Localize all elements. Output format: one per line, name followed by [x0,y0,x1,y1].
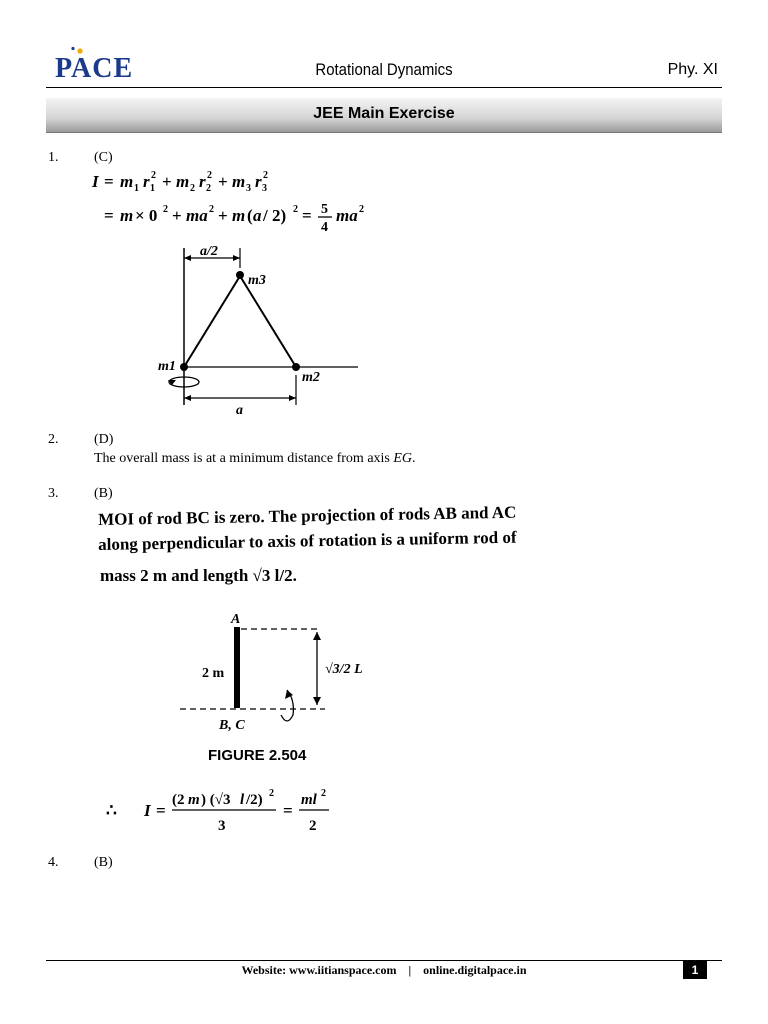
svg-text:m: m [232,172,246,191]
svg-text:3: 3 [218,818,226,834]
svg-text:A: A [231,612,241,627]
q1-figure [150,240,365,420]
footer-links [0,963,768,978]
svg-text:2: 2 [269,788,274,799]
q3-para-line2: along perpendicular to axis of rotation is a uniform rod of [98,527,517,554]
svg-text:2: 2 [151,170,156,181]
header-subject: Phy. XI [667,61,718,78]
q3-answer: (B) [94,486,113,501]
svg-text:2: 2 [293,204,298,215]
header-title: Rotational Dynamics [315,60,453,79]
svg-text:2: 2 [190,183,195,194]
q3-number: 3. [48,486,59,501]
q2-answer: (D) [94,432,114,447]
banner-title: JEE Main Exercise [313,105,455,122]
svg-text:m: m [120,172,134,191]
svg-text:∴: ∴ [106,801,117,820]
svg-text:/ 2): / 2) [263,206,287,225]
q1-mass-m1 [180,363,188,371]
q1-number: 1. [48,150,59,165]
q3-figure [175,605,385,745]
header-divider [46,87,722,88]
page-number-badge: 1 [683,961,707,979]
svg-text:m: m [120,206,134,225]
svg-text:ma: ma [336,206,358,225]
svg-text:1: 1 [150,183,155,194]
svg-text:m3: m3 [248,273,266,288]
svg-text:=: = [104,172,114,191]
svg-text:2: 2 [209,204,214,215]
svg-text:r: r [143,172,150,191]
svg-text:I: I [144,801,151,820]
q3-figure-caption: FIGURE 2.504 [208,747,307,764]
svg-text:=: = [156,801,166,820]
svg-text:I: I [92,172,99,191]
svg-text:B, C: B, C [219,718,245,733]
svg-text:2: 2 [207,170,212,181]
footer-divider [46,960,722,961]
footer-website-link[interactable]: Website: www.iitianspace.com [241,963,397,977]
logo-text: PACE [55,53,134,80]
svg-text:m: m [176,172,190,191]
q3-result [100,780,360,840]
q1-mass-m3 [236,271,244,279]
svg-text:=: = [283,801,293,820]
svg-text:m: m [188,792,200,808]
svg-text:√3/2 L: √3/2 L [325,662,363,677]
svg-text:m1: m1 [158,359,176,374]
svg-text:m: m [232,206,246,225]
svg-text:4: 4 [321,220,328,235]
svg-text:ma: ma [186,206,208,225]
svg-text:2: 2 [163,204,168,215]
q4-number: 4. [48,855,59,870]
svg-text:r: r [199,172,206,191]
q1-mass-m2 [292,363,300,371]
q1-label-half-a: a/2 [200,244,218,259]
q2-number: 2. [48,432,59,447]
svg-text:+: + [218,172,228,191]
svg-text:a: a [236,403,243,418]
footer-separator: | [408,963,412,977]
svg-text:a: a [253,206,262,225]
svg-text:2: 2 [263,170,268,181]
svg-text:× 0: × 0 [135,206,158,225]
svg-text:(2: (2 [172,792,185,808]
svg-text:=: = [104,206,114,225]
q2-explanation: The overall mass is at a minimum distance from axis EG. [94,451,416,466]
svg-text:2: 2 [359,204,364,215]
svg-text:=: = [302,206,312,225]
section-banner [46,98,722,133]
q3-para-line1: MOI of rod BC is zero. The projection of rods AB and AC [98,502,517,529]
q1-answer: (C) [94,150,113,165]
svg-text:) (√3: ) (√3 [201,792,231,808]
svg-text:(: ( [247,206,253,225]
q4-answer: (B) [94,855,113,870]
svg-text:2: 2 [206,183,211,194]
footer-online-link[interactable]: online.digitalpace.in [423,963,527,977]
svg-text:/2): /2) [246,792,263,808]
svg-text:3: 3 [246,183,251,194]
svg-text:m2: m2 [302,370,320,385]
q1-equations [90,165,390,235]
svg-text:+: + [172,206,182,225]
svg-text:+: + [218,206,228,225]
svg-text:2: 2 [309,818,317,834]
svg-text:ml: ml [301,792,317,808]
svg-text:3: 3 [262,183,267,194]
svg-text:1: 1 [134,183,139,194]
q3-para-line3: mass 2 m and length √3 l/2. [100,566,297,585]
svg-text:2: 2 [321,788,326,799]
svg-text:l: l [240,792,245,808]
svg-text:5: 5 [321,202,328,217]
svg-text:+: + [162,172,172,191]
svg-text:r: r [255,172,262,191]
svg-text:2 m: 2 m [202,666,225,681]
